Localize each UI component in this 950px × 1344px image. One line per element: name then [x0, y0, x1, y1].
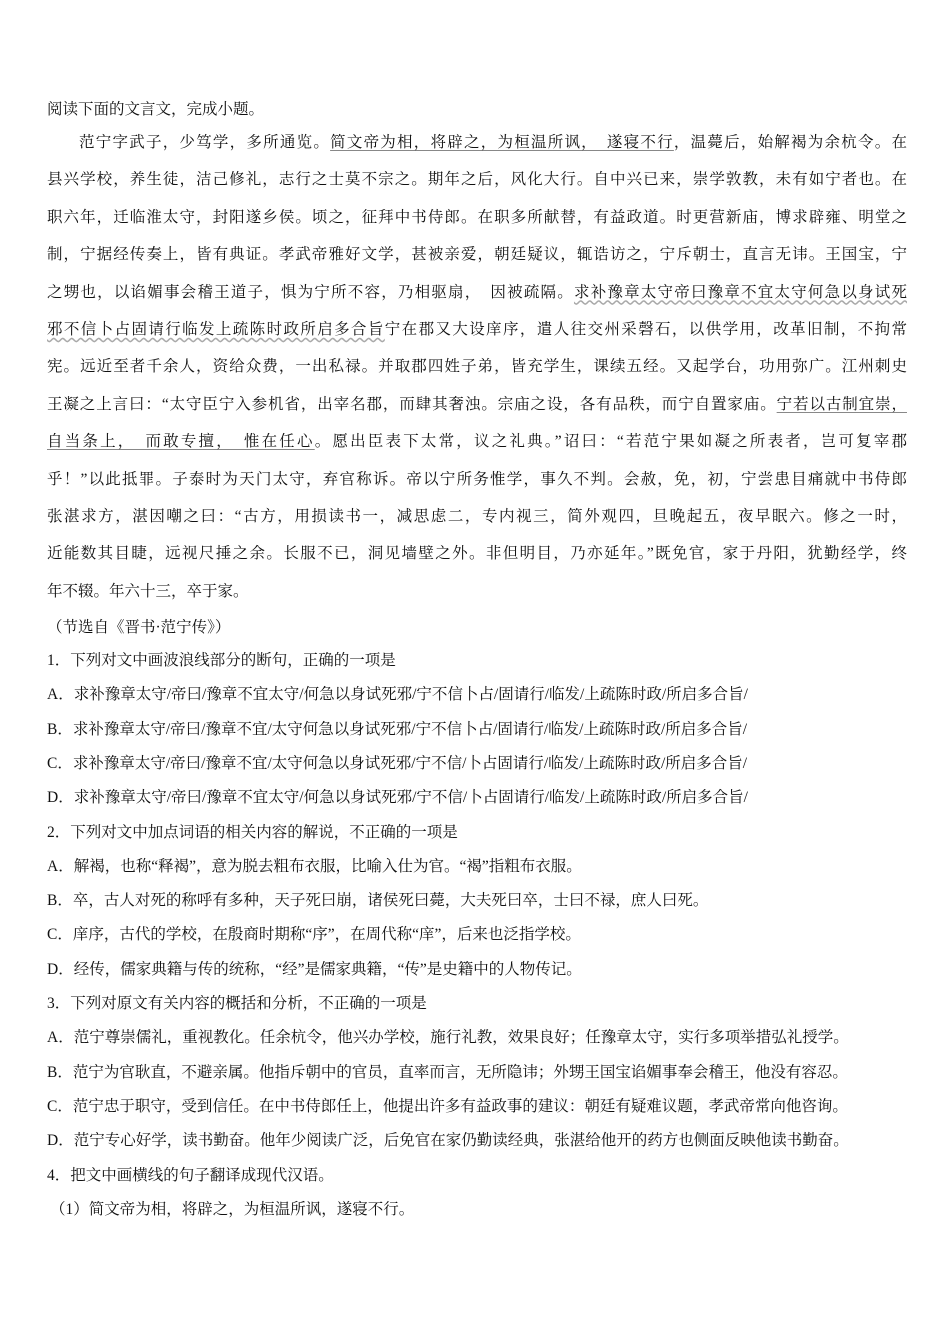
- wavy-underlined-text: 求补豫章太守帝曰豫章不宜太守何急以身试死: [573, 283, 907, 301]
- answer-option: A．求补豫章太守/帝曰/豫章不宜太守/何急以身试死邪/宁不信卜占/固请行/临发/上疏陈时政/所启多合旨/: [47, 686, 748, 704]
- passage-text: ，温薨后，始解褐为余杭令。在: [673, 134, 907, 151]
- passage-text: 制，宁据经传奏上，皆有典证。孝武帝雅好文学，甚被亲爱，朝廷疑议，辄诰访之，宁斥朝士，直言无讳。王国宝，宁: [47, 246, 907, 264]
- passage-line: [47, 507, 907, 527]
- passage-text: 王凝之上言曰：“太守臣宁入参机省，出宰名郡，而肆其奢浊。宗庙之设，各有品秩，而宁自置家庙。: [47, 395, 777, 413]
- underlined-sentence: 宁若以古制宜崇，: [776, 395, 907, 413]
- passage-text: 年不辍。年六十三，卒于家。: [47, 582, 249, 600]
- passage-line: [47, 582, 907, 602]
- passage-line: [47, 245, 907, 265]
- answer-option: D．范宁专心好学，读书勤奋。他年少阅读广泛，后免官在家仍勤读经典，张湛给他开的药方也侧面反映他读书勤奋。: [47, 1132, 849, 1150]
- answer-option: C．求补豫章太守/帝曰/豫章不宜/太守何急以身试死邪/宁不信/卜占固请行/临发/上疏陈时政/所启多合旨/: [47, 754, 748, 772]
- answer-option: D．经传，儒家典籍与传的统称，“经”是儒家典籍，“传”是史籍中的人物传记。: [47, 960, 582, 978]
- question-stem: 2．下列对文中加点词语的相关内容的解说，不正确的一项是: [47, 823, 458, 841]
- passage-text: 乎！”以此抵罪。子泰时为天门太守，弃官称诉。帝以宁所务惟学，事久不判。会赦，免，初，宁尝患目痛就中书侍郎: [47, 470, 907, 488]
- answer-option: A．范宁尊崇儒礼，重视教化。任余杭令，他兴办学校，施行礼教，效果良好；任豫章太守，实行多项举措弘礼授学。: [47, 1029, 849, 1047]
- answer-option: C．范宁忠于职守，受到信任。在中书侍郎任上，他提出许多有益政事的建议：朝廷有疑难议题，孝武帝常向他咨询。: [47, 1097, 848, 1115]
- passage-text: 县兴学校，养生徒，洁己修礼，志行之士莫不宗之。期年之后，风化大行。自中兴已来，崇学敦教，未有如宁者也。在: [47, 171, 907, 189]
- source-citation: （节选自《晋书·范宁传》）: [47, 619, 231, 636]
- passage-line: [47, 395, 907, 415]
- answer-option: B．卒，古人对死的称呼有多种，天子死曰崩，诸侯死曰薨，大夫死曰卒，士曰不禄，庶人曰死。: [47, 892, 709, 910]
- passage-text: 宪。远近至者千余人，资给众费，一出私禄。并取郡四姓子弟，皆充学生，课续五经。又起学台，功用弥广。江州刺史: [47, 358, 907, 376]
- passage-text: 之甥也，以谄媚事会稽王道子，惧为宁所不容，乃相驱扇， 因被疏隔。: [47, 283, 574, 301]
- underlined-sentence: 自当条上， 而敢专擅， 惟在任心: [47, 433, 315, 451]
- answer-option: B．范宁为官耿直，不避亲属。他指斥朝中的官员，直率而言，无所隐讳；外甥王国宝谄媚事奉会稽王，他没有容忍。: [47, 1063, 848, 1081]
- underlined-sentence: 简文帝为相，将辟之，为桓温所讽， 遂寝不行: [330, 134, 674, 151]
- question-stem: 3．下列对原文有关内容的概括和分析，不正确的一项是: [47, 995, 427, 1012]
- passage-line: [47, 357, 907, 377]
- answer-option: A．解褐，也称“释褐”，意为脱去粗布衣服，比喻入仕为官。“褐”指粗布衣服。: [47, 857, 582, 875]
- wavy-underlined-text: 邪不信卜占固请行临发上疏陈时政所启多合旨: [47, 321, 385, 338]
- passage-line: [47, 470, 907, 490]
- answer-option: B．求补豫章太守/帝曰/豫章不宜/太守何急以身试死邪/宁不信卜占/固请行/临发/上疏陈时政/所启多合旨/: [47, 720, 748, 738]
- question-stem: 4．把文中画横线的句子翻译成现代汉语。: [47, 1166, 334, 1184]
- question-stem: 1．下列对文中画波浪线部分的断句，正确的一项是: [47, 652, 396, 669]
- passage-line: [79, 133, 907, 153]
- passage-line: [47, 432, 907, 452]
- passage-text: 。愿出臣表下太常，议之礼典。”诏曰：“若范宁果如凝之所表者，岂可复宰郡: [314, 433, 907, 451]
- passage-line: [47, 544, 907, 564]
- passage-text: 张湛求方，湛因嘲之曰：“古方，用损读书一，减思虑二，专内视三，简外观四，旦晚起五，夜早眠六。修之一时，: [47, 508, 907, 525]
- passage-text: 范宁字武子，少笃学，多所通览。: [79, 134, 331, 151]
- sub-question: （1）简文帝为相，将辟之，为桓温所讽，遂寝不行。: [50, 1200, 415, 1218]
- answer-option: C．庠序，古代的学校，在殷商时期称“序”，在周代称“庠”，后来也泛指学校。: [47, 926, 581, 944]
- passage-text: 职六年，迁临淮太守，封阳遂乡侯。顷之，征拜中书侍郎。在职多所献替，有益政道。时更营新庙，博求辟雍、明堂之: [47, 208, 907, 226]
- passage-text: 近能数其目睫，远视尺捶之余。长服不已，洞见墙壁之外。非但明目，乃亦延年。”既免官，家于丹阳，犹勤经学，终: [47, 545, 907, 563]
- passage-line: [47, 208, 907, 228]
- passage-line: [47, 320, 907, 340]
- passage-line: [47, 283, 907, 303]
- passage-text: 宁在郡又大设庠序，遣人往交州采磬石，以供学用，改革旧制，不拘常: [384, 321, 907, 338]
- answer-option: D．求补豫章太守/帝曰/豫章不宜太守/何急以身试死邪/宁不信/卜占固请行/临发/上疏陈时政/所启多合旨/: [47, 789, 748, 807]
- instruction: 阅读下面的文言文，完成小题。: [47, 101, 265, 118]
- passage-line: [47, 170, 907, 190]
